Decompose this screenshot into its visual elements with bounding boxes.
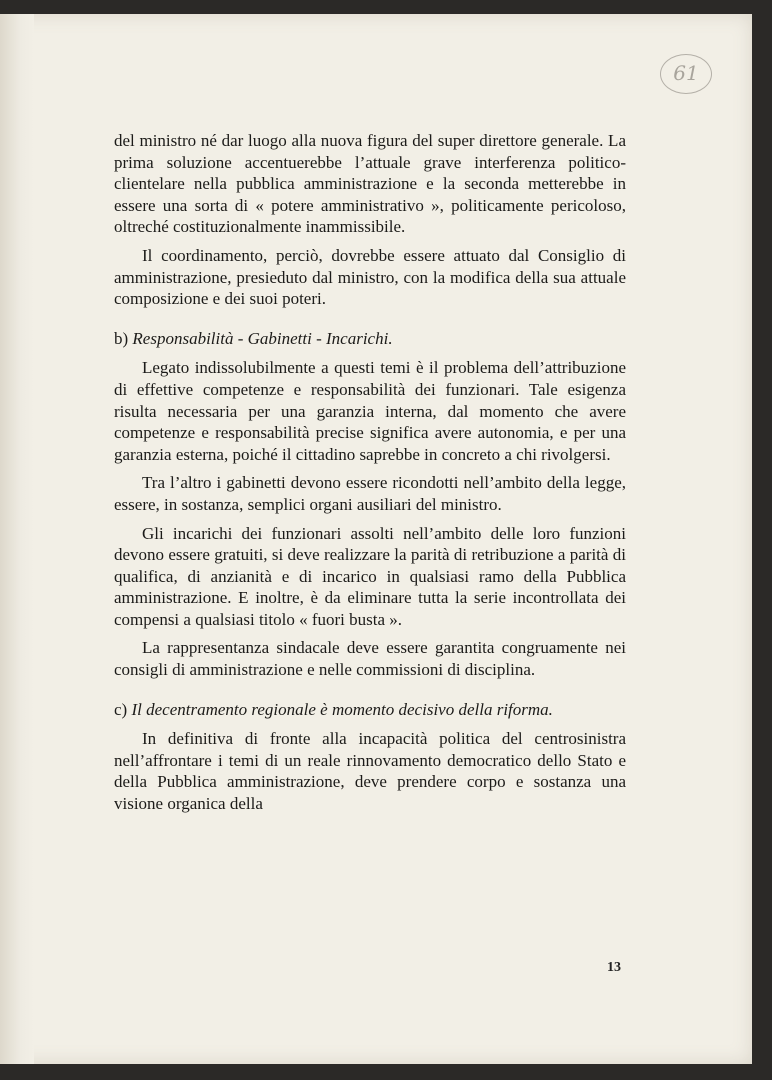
document-page <box>0 14 752 1064</box>
section-b-marker: b) <box>114 328 129 348</box>
section-b-title: Responsabilità - Gabinetti - Incarichi. <box>132 328 393 348</box>
paragraph-2: Il coordinamento, perciò, dovrebbe essere attuato dal Consiglio di amministrazione, presieduto dal ministro, con la modifica della sua attuale composizione e dei suoi poteri. <box>114 245 626 309</box>
page-number: 13 <box>607 960 621 975</box>
section-b-paragraph-1: Legato indissolubilmente a questi temi è il problema dell’attribuzione di effettive competenze e responsabilità dei funzionari. Tale esigenza risulta necessaria per una garanzia interna, dal momento che avere competenze e responsabilità precise significa avere autonomia, e per una garanzia esterna, poiché il cittadino saprebbe in concreto a chi rivolgersi. <box>114 358 626 464</box>
section-b-paragraph-3: Gli incarichi dei funzionari assolti nell’ambito delle loro funzioni devono essere gratuiti, si deve realizzare la parità di retribuzione a parità di qualifica, di anzianità e di incarico in qualsiasi ramo della Pubblica amministrazione. E inoltre, è da eliminare tutta la serie incontrollata dei compensi a qualsiasi titolo « fuori busta ». <box>114 523 626 629</box>
section-c-heading <box>114 699 626 721</box>
section-b-paragraph-2: Tra l’altro i gabinetti devono essere ricondotti nell’ambito della legge, essere, in sostanza, semplici organi ausiliari del ministro. <box>114 473 626 514</box>
section-c-title: Il decentramento regionale è momento decisivo della riforma. <box>131 699 553 719</box>
paragraph-1: del ministro né dar luogo alla nuova figura del super direttore generale. La prima soluzione accentuerebbe l’attuale grave interferenza politico-clientelare nella pubblica amministrazione e la seconda metterebbe in essere una sorta di « potere amministrativo », politicamente pericoloso, oltreché costituzionalmente inammissibile. <box>114 131 626 237</box>
binding-gutter <box>0 14 34 1064</box>
section-b-heading <box>114 328 626 350</box>
section-c-marker: c) <box>114 699 128 719</box>
section-b-paragraph-4: La rappresentanza sindacale deve essere garantita congruamente nei consigli di amministrazione e nelle commissioni di disciplina. <box>114 638 626 680</box>
body-text <box>114 130 626 815</box>
page-stamp: 61 <box>660 54 712 94</box>
section-c-paragraph-1: In definitiva di fronte alla incapacità politica del centrosinistra nell’affrontare i temi di un reale rinnovamento democratico dello Stato e della Pubblica amministrazione, deve prendere corpo e sostanza una visione organica della <box>114 729 626 814</box>
